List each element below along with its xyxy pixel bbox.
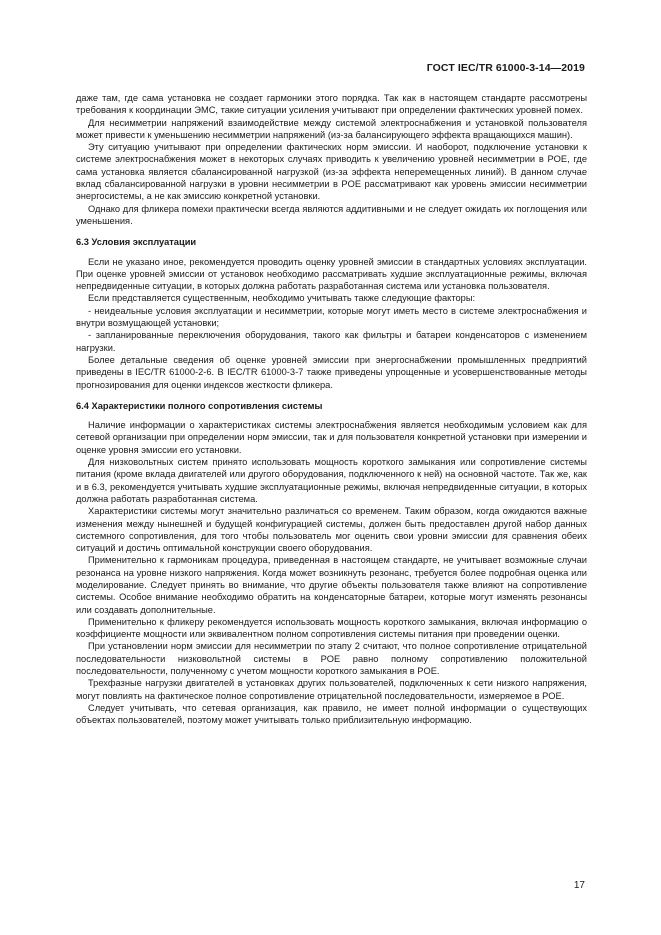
page-header-title: ГОСТ IEC/TR 61000-3-14—2019 (426, 62, 585, 74)
paragraph: Если представляется существенным, необходимо учитывать также следующие факторы: (88, 293, 476, 304)
page-content (76, 92, 587, 727)
paragraph: Однако для фликера помехи практически всегда являются аддитивными и не следует ожидать их поглощения или уменьшения. (76, 203, 587, 226)
paragraph: Применительно к гармоникам процедура, приведенная в настоящем стандарте, не учитывает возможные случаи резонанса на уровне низкого напряжения. Когда может возникнуть резонанс, требуется более подробная оценка или моделирование. Следует принять во внимание, что другие объекты пользователя также влияют на сопротивление системы. Особое внимание необходимо обратить на конденсаторные батареи, которые могут изменять резонансы или создавать дополнительные. (76, 555, 587, 615)
section-heading-6-3 (76, 236, 587, 248)
paragraph: При установлении норм эмиссии для несимметрии по этапу 2 считают, что полное сопротивление отрицательной последовательности низковольтной системы в POE равно полному сопротивлению положительной последовательности, полученному с учетом мощности короткого замыкания в POE. (76, 641, 587, 677)
section-number: 6.4 (76, 400, 89, 411)
page-number: 17 (573, 880, 585, 891)
paragraph: Трехфазные нагрузки двигателей в установках других пользователей, подключенных к сети низкого напряжения, могут повлиять на фактическое полное сопротивление отрицательной последовательности, измеряемое в POE. (76, 678, 587, 701)
list-item: - неидеальные условия эксплуатации и несимметрии, которые могут иметь место в системе электроснабжения и внутри возмущающей установки; (76, 305, 587, 329)
paragraph: Для несимметрии напряжений взаимодействие между системой электроснабжения и установкой пользователя может привести к уменьшению несимметрии напряжений (из-за балансирующего эффекта вращающихся машин). (76, 117, 587, 140)
section-title: Характеристики полного сопротивления системы (91, 400, 323, 411)
section-number: 6.3 (76, 237, 89, 248)
paragraph: Более детальные сведения об оценке уровней эмиссии при энергоснабжении промышленных предприятий приведены в IEC/TR 61000-2-6. В IEC/TR 61000-3-7 также приведены упрощенные и усовершенствованные методы прогнозирования для оценки индексов жесткости фликера. (76, 354, 587, 390)
paragraph: даже там, где сама установка не создает гармоники этого порядка. Так как в настоящем стандарте рассмотрены требования к координации ЭМС, такие ситуации усиления учитывают при определении фактических уровней помех. (76, 93, 587, 116)
paragraph: Следует учитывать, что сетевая организация, как правило, не имеет полной информации о существующих объектах пользователей, поэтому может учитывать только приблизительную информацию. (76, 702, 587, 726)
paragraph: Для низковольтных систем принято использовать мощность короткого замыкания или сопротивление системы питания (кроме вклада двигателей или другого оборудования, подключенного к ней) на основной частоте. Так же, как и в 6.3, рекомендуется учитывать худшие эксплуатационные режимы, включая непредвиденные ситуации, в которых должна работать разработанная система. (76, 457, 587, 504)
paragraph: Наличие информации о характеристиках системы электроснабжения является необходимым условием как для сетевой организации при определении норм эмиссии, так и для пользователя конкретной установки при измерении и оценке уровня эмиссии его установки. (76, 420, 587, 455)
paragraph: Эту ситуацию учитывают при определении фактических норм эмиссии. И наоборот, подключение установки к системе электроснабжения может в некоторых случаях приводить к увеличению уровней несимметрии в POE, где сама установка является сбалансированной нагрузкой (из-за эффекта неперемещенных линий). В данном случае вклад сбалансированной нагрузки в уровни несимметрии в POE рассматривают как уровень эмиссии несимметрии энергосистемы, а не как эмиссию конкретной установки. (76, 142, 587, 202)
section-title: Условия эксплуатации (91, 237, 197, 248)
paragraph: Применительно к фликеру рекомендуется использовать мощность короткого замыкания, включая информацию о коэффициенте мощности или эквивалентном полном сопротивления системы питания при проведении оценки. (76, 616, 587, 640)
paragraph: Если не указано иное, рекомендуется проводить оценку уровней эмиссии в стандартных условиях эксплуатации. При оценке уровней эмиссии от установок необходимо рассматривать худшие эксплуатационные режимы, включая непредвиденные ситуации, в которых должна работать разработанная система или установка пользователя. (76, 256, 587, 292)
list-item: - запланированные переключения оборудования, такого как фильтры и батареи конденсаторов с изменением нагрузки. (76, 330, 587, 353)
paragraph: Характеристики системы могут значительно различаться со временем. Таким образом, когда ожидаются важные изменения между нынешней и будущей конфигурацией системы, должен быть предоставлен другой набор данных системного сопротивления, для того чтобы пользователь мог оценить свои уровни эмиссии для сравнения обеих ситуаций и достичь оптимальной конструкции своего оборудования. (76, 506, 587, 554)
section-heading-6-4 (76, 400, 587, 412)
